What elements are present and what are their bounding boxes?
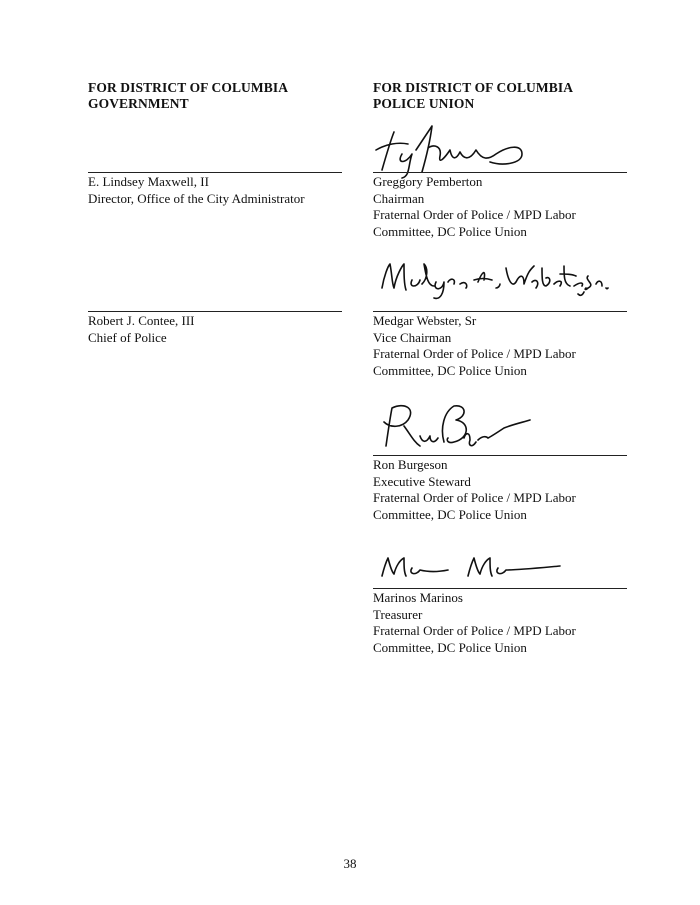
signatory-pemberton: [373, 174, 576, 240]
signatory-maxwell: [88, 174, 305, 207]
left-heading-line-2: GOVERNMENT: [88, 96, 189, 111]
signatory-title: Chairman: [373, 190, 425, 206]
signatory-org-line-2: Committee, DC Police Union: [373, 362, 527, 378]
signatory-burgeson: [373, 457, 576, 523]
signature-line-maxwell: [88, 172, 342, 173]
right-column-heading: [373, 80, 573, 112]
signatory-name: Medgar Webster, Sr: [373, 313, 477, 328]
marinos-signature: [378, 548, 568, 584]
signatory-org-line-2: Committee, DC Police Union: [373, 639, 527, 655]
signatory-name: Ron Burgeson: [373, 457, 448, 472]
signatory-org-line-1: Fraternal Order of Police / MPD Labor: [373, 346, 576, 361]
signatory-name: Greggory Pemberton: [373, 174, 483, 189]
signatory-name: Robert J. Contee, III: [88, 313, 195, 328]
signatory-org-line-1: Fraternal Order of Police / MPD Labor: [373, 207, 576, 222]
right-heading-line-2: POLICE UNION: [373, 96, 475, 111]
signatory-contee: [88, 313, 195, 346]
signatory-org-line-1: Fraternal Order of Police / MPD Labor: [373, 623, 576, 638]
signatory-title: Vice Chairman: [373, 329, 452, 345]
signatory-org-line-2: Committee, DC Police Union: [373, 506, 527, 522]
signature-line-marinos: [373, 588, 627, 589]
signatory-org-line-1: Fraternal Order of Police / MPD Labor: [373, 490, 576, 505]
signatory-org-line-2: Committee, DC Police Union: [373, 223, 527, 239]
signatory-title: Director, Office of the City Administrator: [88, 190, 305, 206]
signatory-webster: [373, 313, 576, 379]
burgeson-signature: [374, 398, 534, 458]
signature-line-contee: [88, 311, 342, 312]
signatory-title: Executive Steward: [373, 473, 471, 489]
page-number: 38: [343, 856, 357, 871]
signature-line-webster: [373, 311, 627, 312]
left-column-heading: [88, 80, 288, 112]
right-heading-line-1: FOR DISTRICT OF COLUMBIA: [373, 80, 574, 95]
webster-signature: [374, 258, 614, 304]
signature-line-burgeson: [373, 455, 627, 456]
pemberton-signature: [372, 120, 532, 180]
signatory-title: Chief of Police: [88, 329, 167, 345]
left-heading-line-1: FOR DISTRICT OF COLUMBIA: [88, 80, 289, 95]
signatory-name: Marinos Marinos: [373, 590, 463, 605]
signatory-marinos: [373, 590, 576, 656]
signatory-name: E. Lindsey Maxwell, II: [88, 174, 209, 189]
signatory-title: Treasurer: [373, 606, 423, 622]
signature-line-pemberton: [373, 172, 627, 173]
